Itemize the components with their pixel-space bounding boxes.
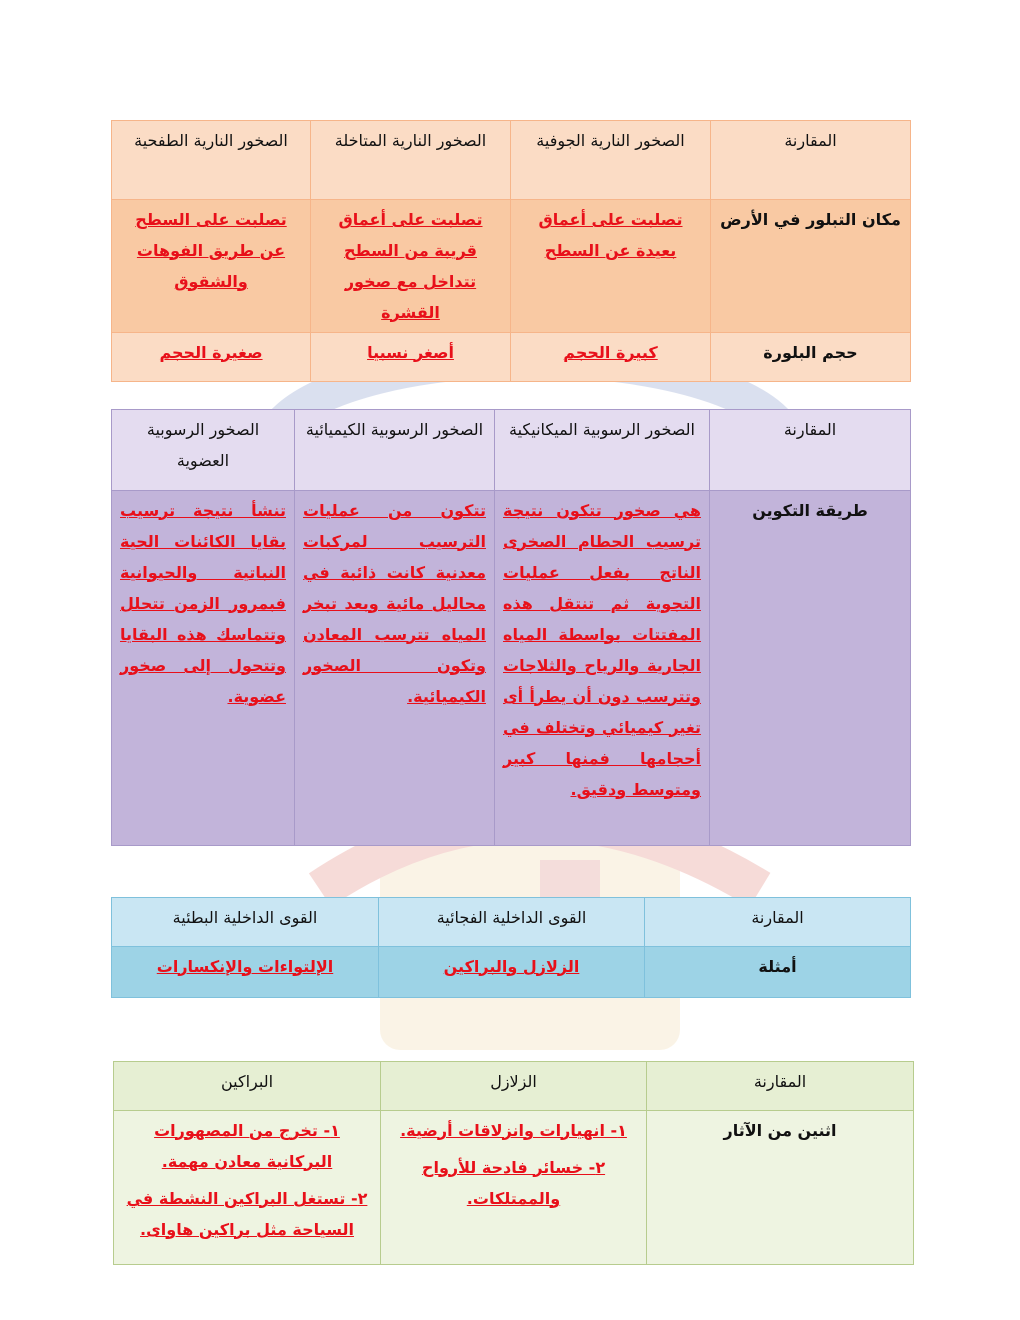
header-cell: الزلازل [381,1062,647,1111]
header-cell: الصخور الرسوبية العضوية [112,410,295,491]
effect-item: ١- انهيارات وانزلاقات أرضية. [400,1121,627,1140]
row-label: طريقة التكوين [710,491,911,846]
answer-cell: تصلبت على أعماق بعيدة عن السطح [511,200,711,333]
answer-cell: كبيرة الحجم [511,333,711,382]
earthquake-volcano-effects-table [113,1061,914,1265]
internal-forces-table [111,897,911,998]
header-cell: القوى الداخلية الفجائية [379,898,645,947]
answer-cell: تصلبت على أعماق قريبة من السطح تتداخل مع صخور القشرة [311,200,511,333]
answer-cell: الإلتواءات والإنكسارات [112,947,379,998]
effect-item: ١- تخرج من المصهورات البركانية معادن مهمة. [154,1121,340,1171]
header-cell: الصخور النارية المتاخلة [311,121,511,200]
answer-cell: صغيرة الحجم [112,333,311,382]
effect-item: ٢- تستغل البراكين النشطة في السياحة مثل براكين هاواى. [126,1189,368,1239]
row-label: مكان التبلور في الأرض [711,200,911,333]
answer-cell: أصغر نسبيا [311,333,511,382]
answer-cell [114,1111,381,1265]
sedimentary-rocks-table [111,409,911,846]
answer-cell: الزلازل والبراكين [379,947,645,998]
answer-cell: تتكون من عمليات الترسيب لمركبات معدنية كانت ذائبة في محاليل مائية وبعد تبخر المياه تترسب المعادن وتكون الصخور الكيميائية. [295,491,495,846]
header-cell: القوى الداخلية البطئية [112,898,379,947]
answer-cell: هي صخور تتكون نتيجة ترسيب الحطام الصخرى الناتج بفعل عمليات التجوية ثم تنتقل هذه المفتتات بواسطة المياه الجارية والرياح والثلاجات وتترسب دون أن يطرأ أى تغير كيميائي وتختلف في أحجامها فمنها كبير ومتوسط ودقيق. [495,491,710,846]
header-cell: المقارنة [710,410,911,491]
header-cell: المقارنة [647,1062,914,1111]
header-cell: المقارنة [645,898,911,947]
header-cell: الصخور الرسوبية الميكانيكية [495,410,710,491]
answer-cell: تصلبت على السطح عن طريق الفوهات والشقوق [112,200,311,333]
header-cell: الصخور النارية الجوفية [511,121,711,200]
answer-cell: تنشأ نتيجة ترسيب بقايا الكائنات الحية النباتية والحيوانية فبمرور الزمن تتحلل وتتماسك هذه البقايا وتتحول إلى صخور عضوية. [112,491,295,846]
header-cell: الصخور النارية الطفحية [112,121,311,200]
row-label: حجم البلورة [711,333,911,382]
header-cell: البراكين [114,1062,381,1111]
row-label: أمثلة [645,947,911,998]
igneous-rocks-table [111,120,911,382]
effect-item: ٢- خسائر فادحة للأرواح والممتلكات. [421,1158,606,1208]
header-cell: المقارنة [711,121,911,200]
row-label: اثنين من الآثار [647,1111,914,1265]
answer-cell [381,1111,647,1265]
header-cell: الصخور الرسوبية الكيميائية [295,410,495,491]
